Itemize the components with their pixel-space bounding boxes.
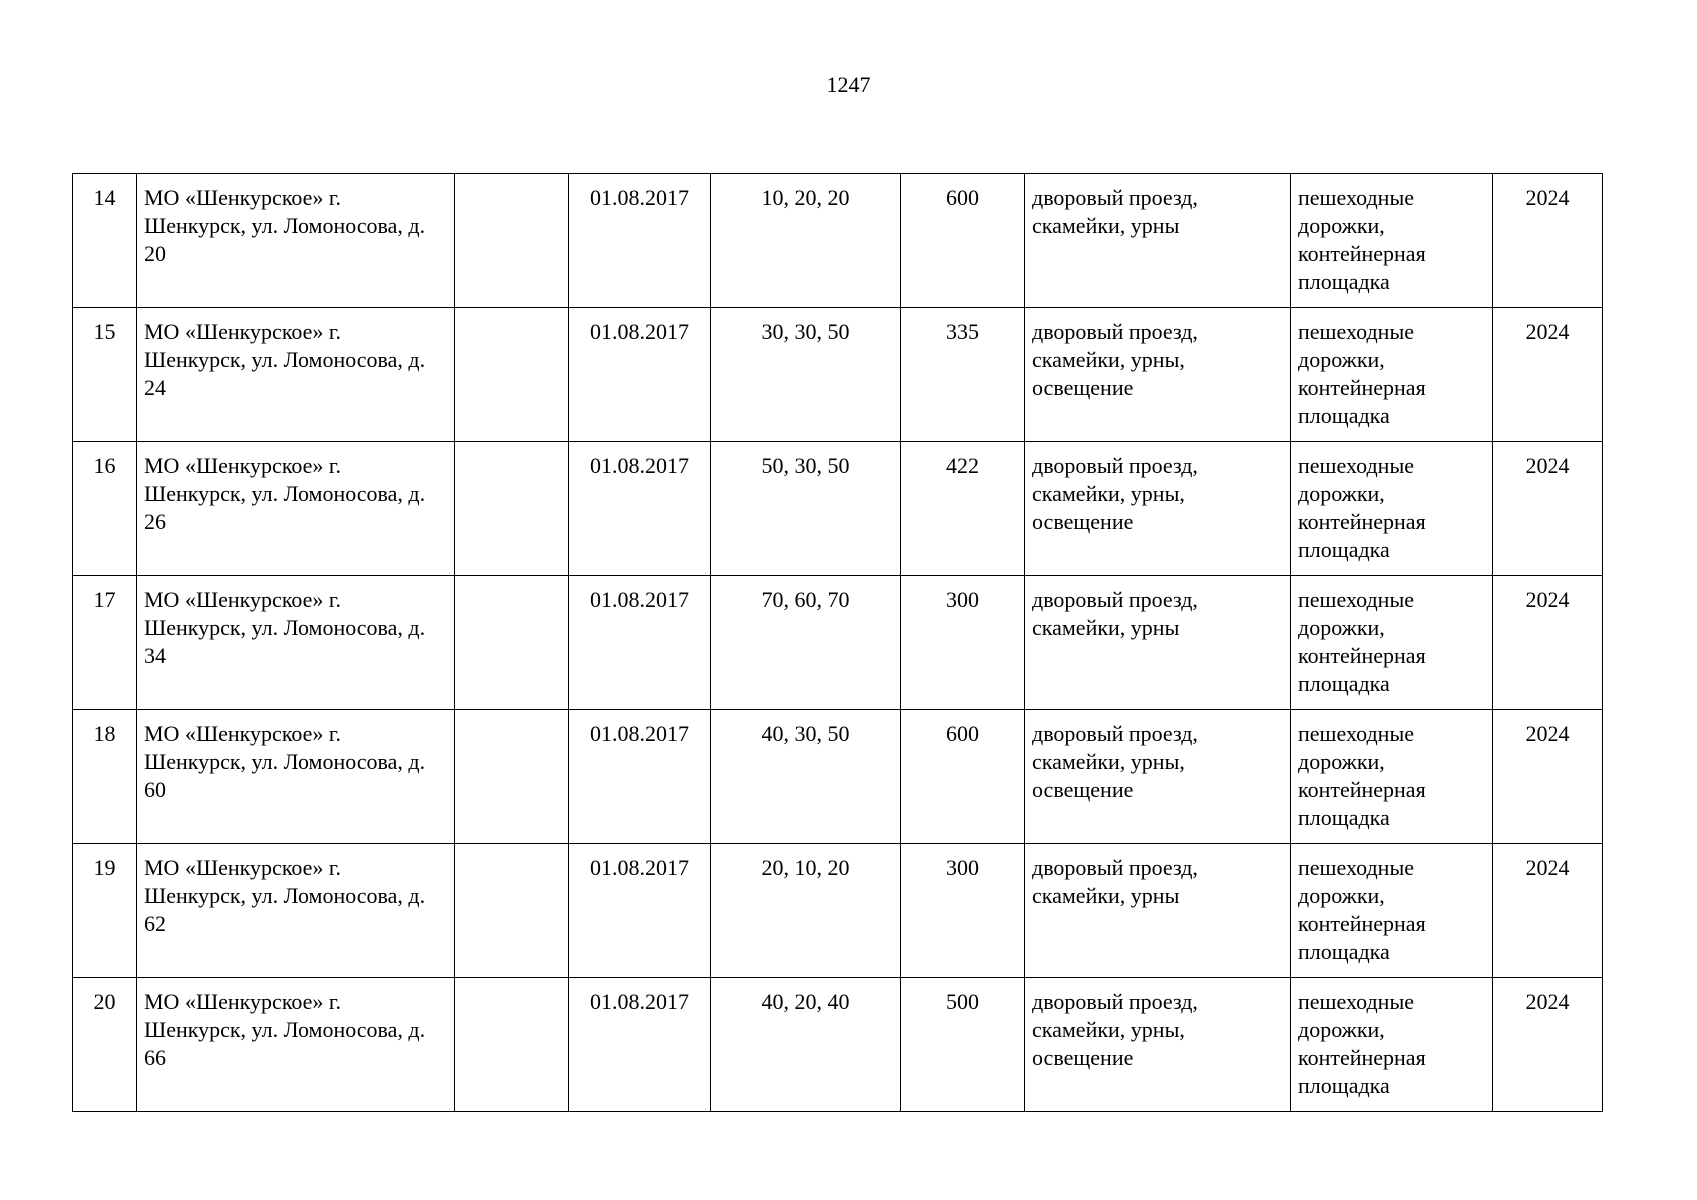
row-year: 2024 (1493, 308, 1603, 442)
row-address: МО «Шенкурское» г. Шенкурск, ул. Ломоносова, д. 20 (137, 174, 455, 308)
row-number: 16 (73, 442, 137, 576)
row-date: 01.08.2017 (569, 710, 711, 844)
row-works-additional: пешеходные дорожки, контейнерная площадка (1291, 442, 1493, 576)
row-date: 01.08.2017 (569, 978, 711, 1112)
table-row (73, 710, 1603, 844)
row-date: 01.08.2017 (569, 576, 711, 710)
row-area: 335 (901, 308, 1025, 442)
row-works-primary: дворовый проезд, скамейки, урны, освещение (1025, 442, 1291, 576)
table-row (73, 174, 1603, 308)
row-number: 17 (73, 576, 137, 710)
row-date: 01.08.2017 (569, 442, 711, 576)
table-body (73, 174, 1603, 1112)
row-year: 2024 (1493, 174, 1603, 308)
row-works-primary: дворовый проезд, скамейки, урны, освещение (1025, 978, 1291, 1112)
row-address: МО «Шенкурское» г. Шенкурск, ул. Ломоносова, д. 60 (137, 710, 455, 844)
table-row (73, 576, 1603, 710)
row-works-additional: пешеходные дорожки, контейнерная площадка (1291, 308, 1493, 442)
row-works-primary: дворовый проезд, скамейки, урны (1025, 844, 1291, 978)
row-values: 40, 20, 40 (711, 978, 901, 1112)
row-empty-cell (455, 978, 569, 1112)
row-area: 300 (901, 844, 1025, 978)
row-values: 10, 20, 20 (711, 174, 901, 308)
row-area: 600 (901, 174, 1025, 308)
row-number: 19 (73, 844, 137, 978)
row-empty-cell (455, 576, 569, 710)
row-number: 18 (73, 710, 137, 844)
row-address: МО «Шенкурское» г. Шенкурск, ул. Ломоносова, д. 66 (137, 978, 455, 1112)
row-address: МО «Шенкурское» г. Шенкурск, ул. Ломоносова, д. 62 (137, 844, 455, 978)
row-values: 20, 10, 20 (711, 844, 901, 978)
row-works-primary: дворовый проезд, скамейки, урны, освещение (1025, 308, 1291, 442)
row-area: 500 (901, 978, 1025, 1112)
row-values: 30, 30, 50 (711, 308, 901, 442)
row-number: 15 (73, 308, 137, 442)
row-works-additional: пешеходные дорожки, контейнерная площадка (1291, 844, 1493, 978)
row-works-primary: дворовый проезд, скамейки, урны (1025, 174, 1291, 308)
row-number: 20 (73, 978, 137, 1112)
row-area: 600 (901, 710, 1025, 844)
page-number: 1247 (826, 72, 871, 97)
table-row (73, 308, 1603, 442)
row-area: 300 (901, 576, 1025, 710)
row-empty-cell (455, 308, 569, 442)
table-row (73, 442, 1603, 576)
row-works-additional: пешеходные дорожки, контейнерная площадка (1291, 978, 1493, 1112)
row-date: 01.08.2017 (569, 174, 711, 308)
row-empty-cell (455, 844, 569, 978)
row-address: МО «Шенкурское» г. Шенкурск, ул. Ломоносова, д. 26 (137, 442, 455, 576)
row-year: 2024 (1493, 844, 1603, 978)
row-year: 2024 (1493, 576, 1603, 710)
row-works-primary: дворовый проезд, скамейки, урны, освещение (1025, 710, 1291, 844)
row-address: МО «Шенкурское» г. Шенкурск, ул. Ломоносова, д. 24 (137, 308, 455, 442)
row-works-additional: пешеходные дорожки, контейнерная площадка (1291, 174, 1493, 308)
yards-table (72, 173, 1603, 1112)
row-address: МО «Шенкурское» г. Шенкурск, ул. Ломоносова, д. 34 (137, 576, 455, 710)
row-year: 2024 (1493, 442, 1603, 576)
row-empty-cell (455, 442, 569, 576)
row-area: 422 (901, 442, 1025, 576)
row-empty-cell (455, 710, 569, 844)
row-values: 40, 30, 50 (711, 710, 901, 844)
table-row (73, 844, 1603, 978)
row-values: 70, 60, 70 (711, 576, 901, 710)
row-works-additional: пешеходные дорожки, контейнерная площадка (1291, 710, 1493, 844)
row-number: 14 (73, 174, 137, 308)
row-year: 2024 (1493, 710, 1603, 844)
row-works-additional: пешеходные дорожки, контейнерная площадка (1291, 576, 1493, 710)
row-year: 2024 (1493, 978, 1603, 1112)
table-row (73, 978, 1603, 1112)
row-date: 01.08.2017 (569, 308, 711, 442)
row-date: 01.08.2017 (569, 844, 711, 978)
row-works-primary: дворовый проезд, скамейки, урны (1025, 576, 1291, 710)
row-empty-cell (455, 174, 569, 308)
row-values: 50, 30, 50 (711, 442, 901, 576)
